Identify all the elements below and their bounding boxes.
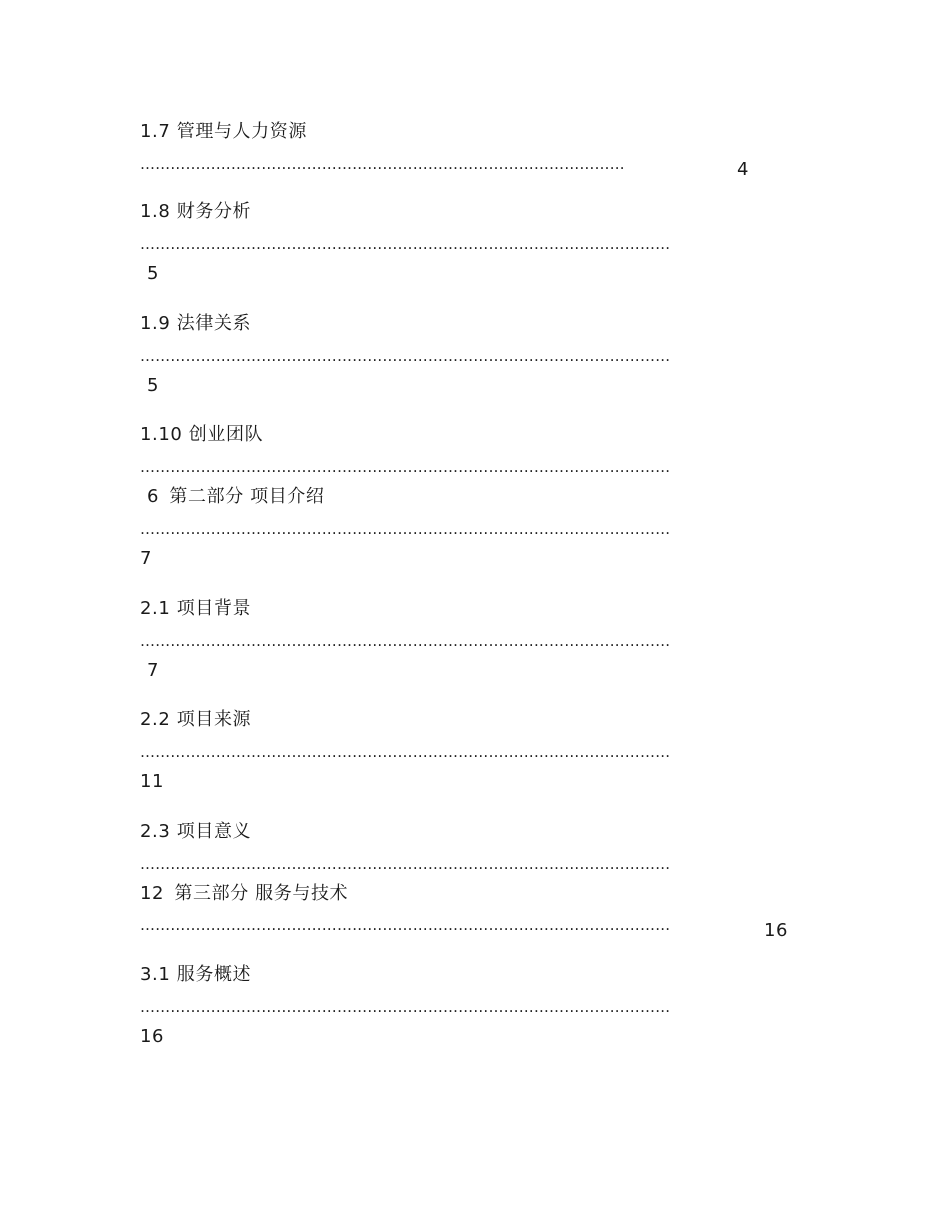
toc-part3-line[interactable]: [140, 883, 348, 905]
toc-dots: ……………………………………………………………………………………………: [140, 998, 671, 1016]
toc-dots: ……………………………………………………………………………………………: [140, 458, 671, 476]
toc-title-1-10[interactable]: 1.10 创业团队: [140, 424, 264, 445]
toc-leader-2-3: [140, 853, 806, 881]
toc-part2-line[interactable]: [147, 486, 325, 508]
toc-leader-2-2: [140, 741, 806, 769]
toc-page-1-10: 6: [147, 486, 160, 507]
toc-title-1-9[interactable]: 1.9 法律关系: [140, 313, 252, 334]
toc-dots: ……………………………………………………………………………………………: [140, 743, 671, 761]
toc-leader-1-7: [140, 153, 749, 181]
toc-dots: ……………………………………………………………………………………………: [140, 632, 671, 650]
toc-leader-part-2: [140, 518, 798, 546]
toc-page-1-7: 4: [737, 159, 750, 180]
toc-leader-3-1: [140, 996, 806, 1024]
toc-title-2-3[interactable]: 2.3 项目意义: [140, 821, 252, 842]
toc-dots: ……………………………………………………………………………………………: [140, 235, 671, 253]
toc-dots: ……………………………………………………………………………………………: [140, 855, 671, 873]
toc-title-2-1[interactable]: 2.1 项目背景: [140, 598, 252, 619]
toc-page-2-2: 11: [140, 771, 165, 792]
toc-title-part-3: 第三部分 服务与技术: [174, 883, 349, 904]
toc-leader-1-9: [140, 345, 812, 373]
toc-leader-1-8: [140, 233, 812, 261]
toc-page-2-3: 12: [140, 883, 165, 904]
toc-page-2-1: 7: [147, 660, 160, 681]
toc-leader-1-10: [140, 456, 812, 484]
toc-title-part-2: 第二部分 项目介绍: [169, 486, 325, 507]
toc-title-1-8[interactable]: 1.8 财务分析: [140, 201, 252, 222]
toc-page-3-1: 16: [140, 1026, 165, 1047]
toc-title-3-1[interactable]: 3.1 服务概述: [140, 964, 252, 985]
toc-leader-part-3: [140, 914, 788, 942]
toc-title-1-7[interactable]: 1.7 管理与人力资源: [140, 121, 307, 142]
toc-page-1-9: 5: [147, 375, 160, 396]
toc-dots: ……………………………………………………………………………………: [140, 155, 625, 173]
toc-dots: ……………………………………………………………………………………………: [140, 347, 671, 365]
toc-title-2-2[interactable]: 2.2 项目来源: [140, 709, 252, 730]
toc-page-part-3: 16: [764, 920, 789, 941]
toc-dots: ……………………………………………………………………………………………: [140, 520, 671, 538]
toc-page-1-8: 5: [147, 263, 160, 284]
toc-page-part-2: 7: [140, 548, 153, 569]
toc-dots: ……………………………………………………………………………………………: [140, 916, 671, 934]
toc-leader-2-1: [140, 630, 812, 658]
